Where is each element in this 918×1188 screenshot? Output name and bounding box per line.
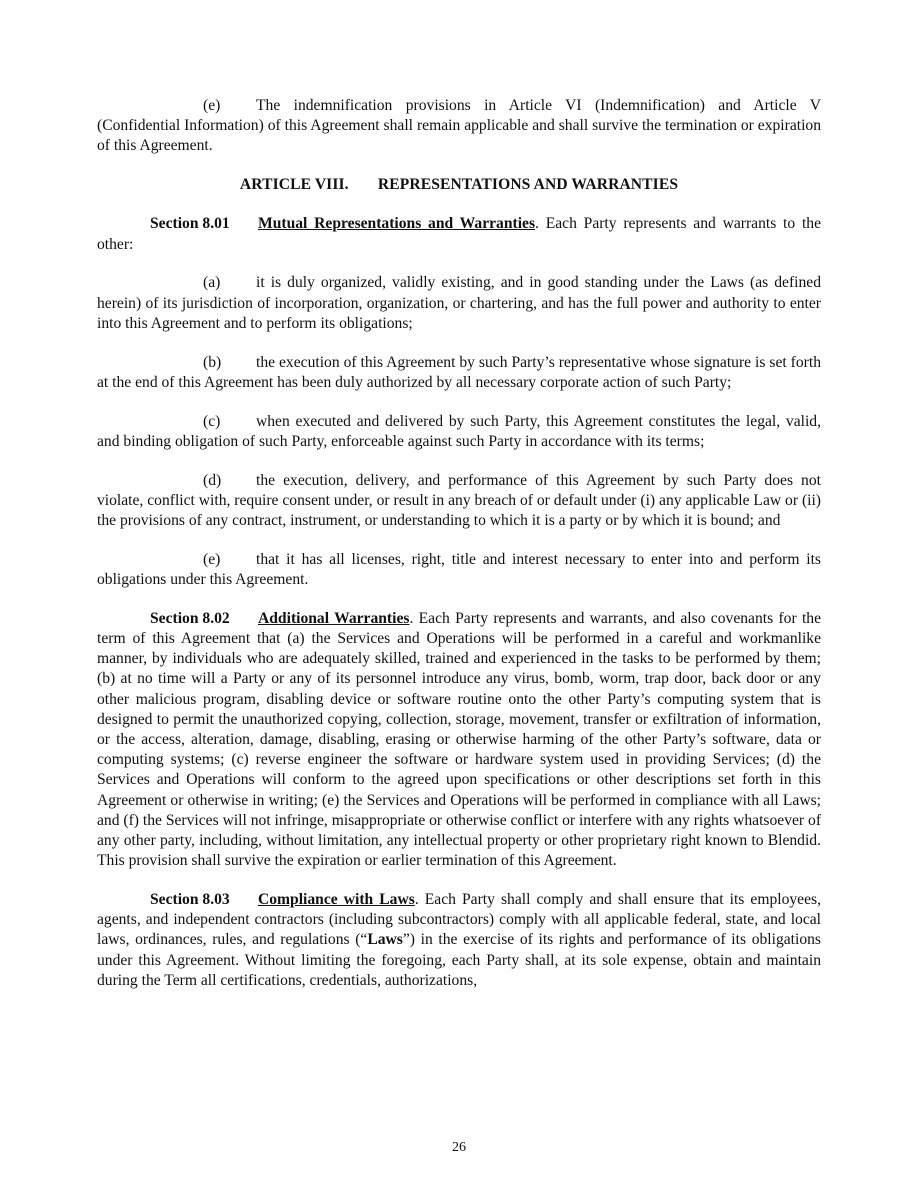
section-number: Section 8.03 bbox=[150, 891, 230, 909]
defined-term: Laws bbox=[367, 931, 403, 949]
list-item-text: when executed and delivered by such Party, this Agreement constitutes the legal, valid, and binding obligation of such Party, enforceable against such Party in accordance with its terms; bbox=[97, 412, 821, 450]
list-item-text: the execution, delivery, and performance of this Agreement by such Party does not violate, conflict with, require consent under, or result in any breach of or default under (i) any applicable Law or (ii) the provisions of any contract, instrument, or understanding to which it is a party or by which it is bound; and bbox=[97, 471, 821, 530]
section-text-after: ”) in the exercise of its rights and performance of its obligations under this Agreement. Without limiting the foregoing, each Party shall, at its sole expense, obtain and maintain during the Term all certifications, credentials, authorizations, bbox=[97, 931, 821, 989]
list-item-label: (b) bbox=[203, 353, 222, 371]
section-title: Additional Warranties bbox=[258, 609, 410, 627]
list-item-text: that it has all licenses, right, title and interest necessary to enter into and perform its obligations under this Agreement. bbox=[97, 550, 821, 589]
section-number: Section 8.02 bbox=[150, 609, 230, 627]
list-item-label: (d) bbox=[203, 471, 222, 489]
list-item-label: (e) bbox=[203, 550, 221, 568]
list-item bbox=[97, 471, 821, 532]
section-text: . Each Party represents and warrants, and also covenants for the term of this Agreement that (a) the Services and Operations will be performed in a careful and workmanlike manner, by individuals who are adequately skilled, trained and experienced in the tasks to be performed by them; (b) at no time will a Party or any of its personnel introduce any virus, bomb, worm, trap door, back door or any other malicious program, disabling device or software routine onto the other Party’s computing system that is designed to permit the unauthorized copying, collection, storage, movement, transfer or exfiltration of information, or the access, alteration, damage, disabling, erasing or otherwise harming of the other Party’s software, data or computing systems; (c) reverse engineer the software or hardware system used in providing Services; (d) the Services and Operations will conform to the agreed upon specifications or other descriptions set forth in this Agreement or otherwise in writing; (e) the Services and Operations will be performed in compliance with all Laws; and (f) the Services will not infringe, misappropriate or otherwise conflict or interfere with any rights whatsoever of any other party, including, without limitation, any intellectual property or other proprietary right known to Blendid. This provision shall survive the expiration or earlier termination of this Agreement. bbox=[97, 609, 822, 870]
section-title: Compliance with Laws bbox=[258, 891, 415, 909]
list-item-label: (a) bbox=[203, 274, 221, 292]
page-number: 26 bbox=[452, 1140, 466, 1155]
list-item bbox=[97, 550, 821, 590]
continuation-label: (e) bbox=[203, 97, 221, 114]
section-title: Mutual Representations and Warranties bbox=[258, 215, 536, 233]
section-intro-text: . Each Party represents and warrants to the other: bbox=[97, 215, 821, 253]
section-8-01-intro bbox=[97, 214, 821, 254]
list-item-label: (c) bbox=[203, 412, 221, 430]
continuation-text: The indemnification provisions in Article VI (Indemnification) and Article V (Confidential Information) of this Agreement shall remain applicable and shall survive the termination or expiration of this Agreement. bbox=[97, 97, 821, 155]
article-number: ARTICLE VIII. bbox=[239, 176, 349, 194]
section-text-before: . Each Party shall comply and shall ensure that its employees, agents, and independent contractors (including subcontractors) comply with all applicable federal, state, and local laws, ordinances, rules, and regulations (“ bbox=[97, 891, 821, 949]
section-8-03-paragraph bbox=[97, 890, 821, 991]
section-number: Section 8.01 bbox=[150, 215, 230, 233]
list-item-text: it is duly organized, validly existing, and in good standing under the Laws (as defined herein) of its jurisdiction of incorporation, organization, or chartering, and has the full power and authority to enter into this Agreement and to perform its obligations; bbox=[97, 274, 821, 332]
continuation-paragraph bbox=[97, 96, 821, 157]
section-8-02-paragraph bbox=[97, 609, 821, 872]
article-title: REPRESENTATIONS AND WARRANTIES bbox=[377, 176, 679, 194]
list-item bbox=[97, 273, 821, 334]
list-item bbox=[97, 412, 821, 452]
list-item bbox=[97, 353, 821, 393]
page-body bbox=[97, 96, 821, 1010]
list-item-text: the execution of this Agreement by such Party’s representative whose signature is set forth at the end of this Agreement has been duly authorized by all necessary corporate action of such Party; bbox=[97, 353, 821, 391]
article-heading bbox=[97, 175, 821, 195]
